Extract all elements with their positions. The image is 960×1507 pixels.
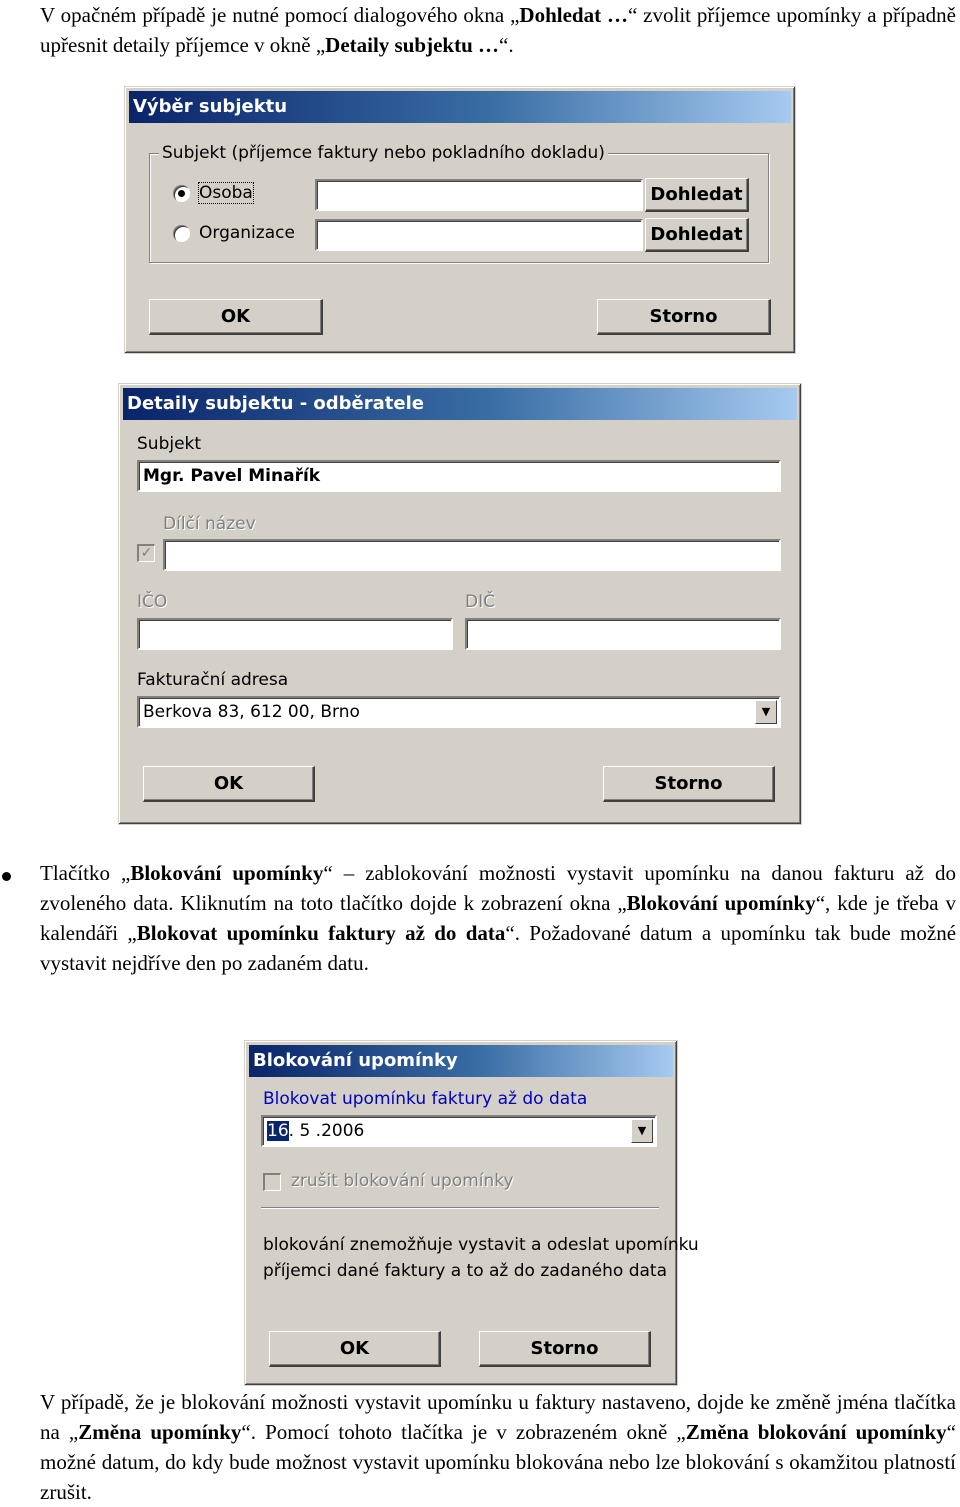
subject-group-title: Subjekt (příjemce faktury nebo pokladního dokladu) [159, 143, 608, 163]
ok-button[interactable]: OK [149, 299, 323, 335]
dic-input[interactable] [465, 618, 781, 650]
organizace-input[interactable] [315, 219, 643, 251]
dilci-nazev-input[interactable] [163, 539, 781, 571]
ok-button[interactable]: OK [269, 1331, 441, 1367]
separator-line [261, 1207, 659, 1209]
dohledat-organizace-button[interactable]: Dohledat [645, 218, 749, 252]
intro-paragraph: V opačném případě je nutné pomocí dialogového okna „Dohledat …“ zvolit příjemce upomínky a případně upřesnit detaily příjemce v okně „Detaily subjektu …“. [40, 3, 956, 57]
dilci-nazev-label: Dílčí název [163, 514, 256, 534]
blokovani-upominky-dialog [244, 1040, 699, 1386]
vyber-subjektu-dialog [124, 86, 796, 354]
ico-input[interactable] [137, 618, 453, 650]
date-rest: . 5 .2006 [288, 1121, 365, 1141]
subjekt-label: Subjekt [137, 434, 202, 454]
radio-osoba[interactable] [173, 185, 190, 202]
osoba-input[interactable] [315, 179, 643, 211]
storno-button[interactable]: Storno [479, 1331, 651, 1367]
date-day-selected: 16 [267, 1121, 289, 1141]
subjekt-input[interactable]: Mgr. Pavel Minařík [137, 460, 781, 492]
ref-detaily: Detaily subjektu … [325, 33, 500, 57]
ok-button[interactable]: OK [143, 766, 315, 802]
chevron-down-icon[interactable]: ▼ [631, 1119, 653, 1143]
bullet-icon [2, 872, 11, 881]
fakturacni-adresa-select[interactable] [137, 696, 781, 728]
dialog-titlebar: Blokování upomínky [249, 1045, 673, 1077]
zrusit-checkbox[interactable] [263, 1173, 281, 1191]
radio-organizace-label[interactable]: Organizace [199, 223, 295, 243]
bullet-paragraph: Tlačítko „Blokování upomínky“ – zablokování možnosti vystavit upomínku na danou fakturu až do zvoleného data. Kliknutím na toto tlačítko dojde k zobrazení okna „Blokování upomínky“, kde je třeba v kalendáři „Blokovat upomínku faktury až do data“. Požadované datum a upomínku tak bude možné vystavit nejdříve den po zadaném datu. [40, 861, 957, 975]
dilci-nazev-checkbox[interactable]: ✓ [137, 544, 155, 562]
date-label: Blokovat upomínku faktury až do data [263, 1089, 588, 1109]
info-line-2: příjemci dané faktury a to až do zadaného data [263, 1261, 667, 1281]
fakturacni-adresa-label: Fakturační adresa [137, 670, 289, 690]
storno-button[interactable]: Storno [597, 299, 771, 335]
dialog-titlebar: Detaily subjektu - odběratele [123, 388, 797, 420]
info-line-1: blokování znemožňuje vystavit a odeslat upomínku [263, 1235, 699, 1255]
ref-dohledat: Dohledat … [519, 3, 628, 27]
date-picker[interactable] [261, 1115, 657, 1147]
dic-label: DIČ [465, 592, 495, 612]
radio-osoba-label[interactable]: Osoba [199, 183, 253, 203]
dohledat-osoba-button[interactable]: Dohledat [645, 178, 749, 212]
final-paragraph: V případě, že je blokování možnosti vystavit upomínku u faktury nastaveno, dojde ke změně jména tlačítka na „Změna upomínky“. Pomocí tohoto tlačítka je v zobrazeném okně „Změna blokování upomínky“ možné datum, do kdy bude možnost vystavit upomínku blokována nebo lze blokování s okamžitou platností zrušit. [40, 1390, 956, 1504]
chevron-down-icon[interactable]: ▼ [755, 700, 777, 724]
fakturacni-adresa-value: Berkova 83, 612 00, Brno [143, 702, 360, 722]
storno-button[interactable]: Storno [603, 766, 775, 802]
zrusit-label: zrušit blokování upomínky [291, 1171, 514, 1191]
radio-organizace[interactable] [173, 225, 190, 242]
ico-label: IČO [137, 592, 168, 612]
detaily-subjektu-dialog [118, 383, 802, 825]
dialog-titlebar: Výběr subjektu [129, 91, 791, 123]
